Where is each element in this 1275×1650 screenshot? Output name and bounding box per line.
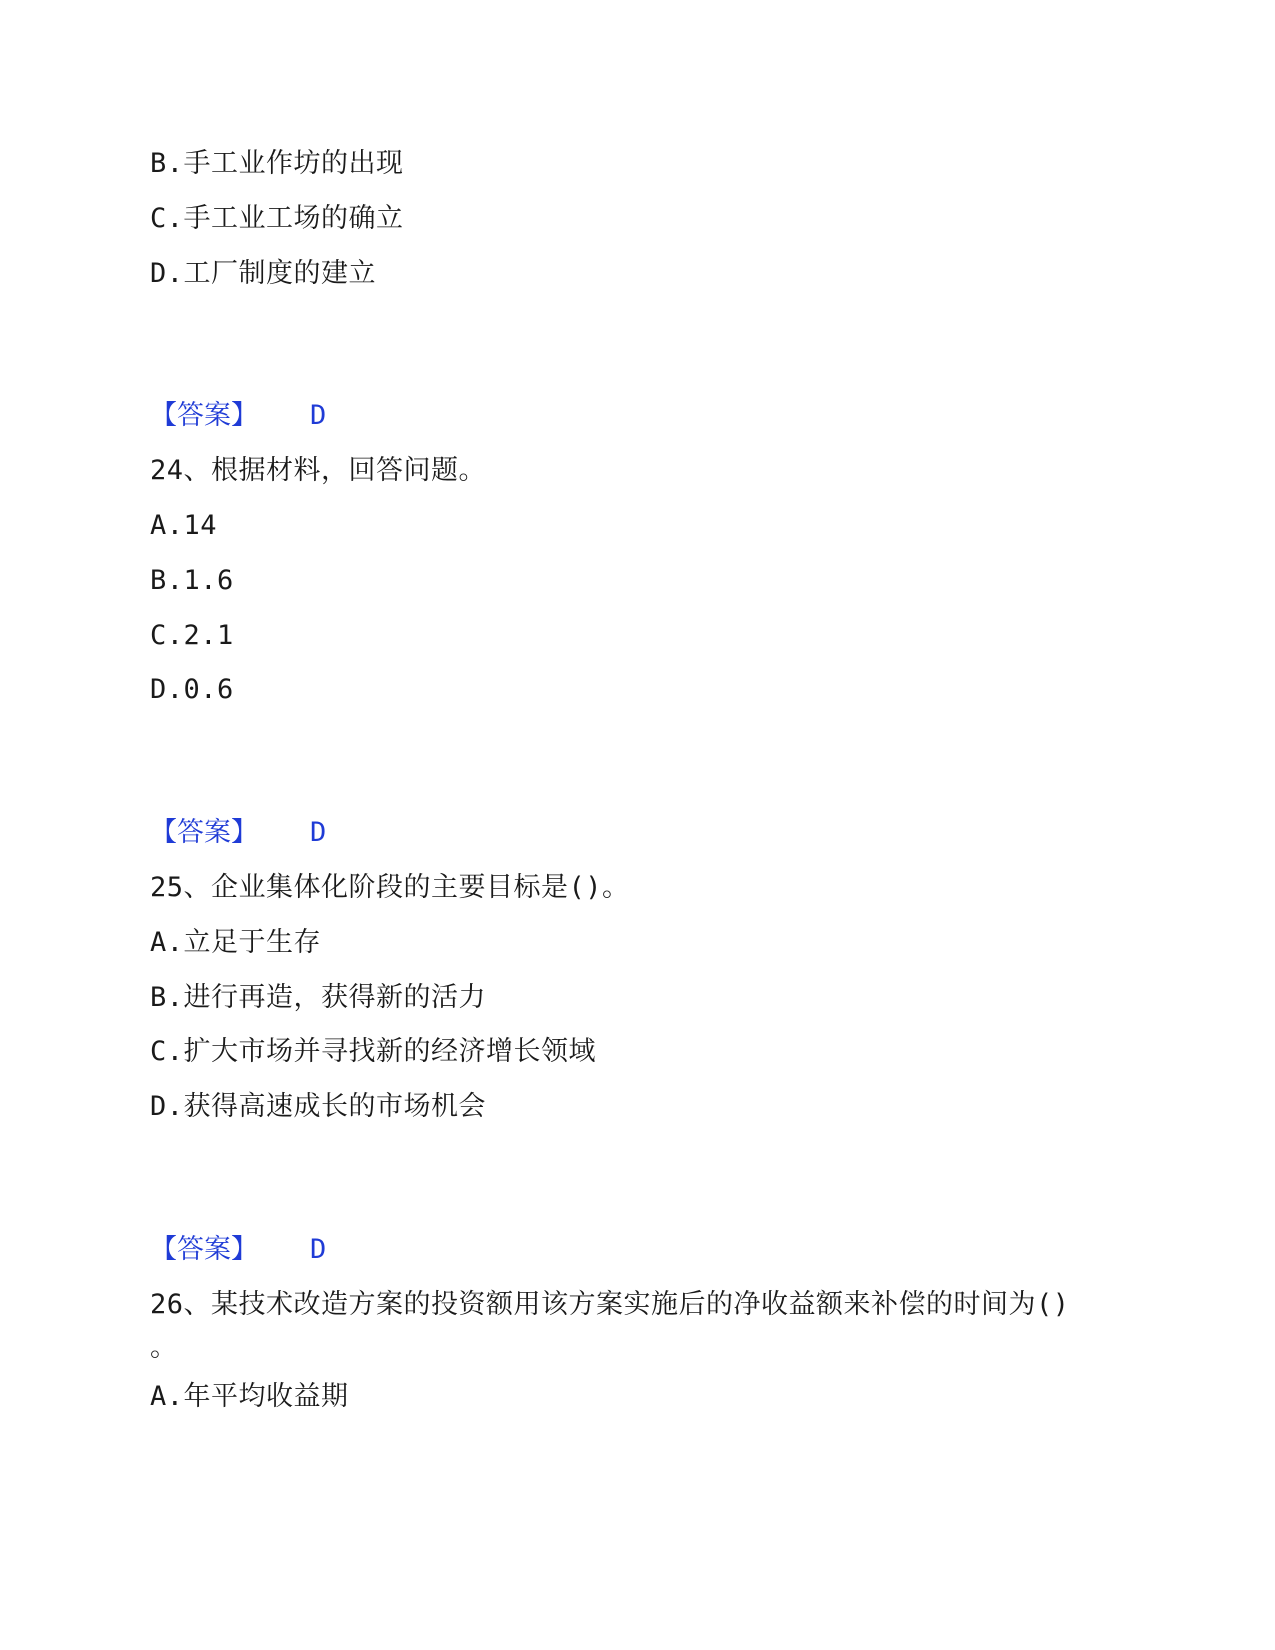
q23-answer [150,399,326,433]
q24-answer [150,816,326,850]
q24-option-c: C.2.1 [150,620,234,651]
q25-option-d: D.获得高速成长的市场机会 [150,1091,487,1122]
q25-option-b: B.进行再造，获得新的活力 [150,982,487,1013]
q23-answer-value: D [310,400,327,431]
q24-answer-value: D [310,817,327,848]
q24-answer-label: 【答案】 [150,817,258,848]
q23-option-d: D.工厂制度的建立 [150,258,377,289]
q23-answer-label: 【答案】 [150,400,258,431]
q24-option-a: A.14 [150,510,218,541]
q25-answer-value: D [310,1234,327,1265]
q23-option-c: C.手工业工场的确立 [150,203,404,234]
q24-option-b: B.1.6 [150,565,234,596]
q25-option-a: A.立足于生存 [150,927,322,958]
q26-question-line1: 26、某技术改造方案的投资额用该方案实施后的净收益额来补偿的时间为() [150,1289,1070,1320]
q25-question: 25、企业集体化阶段的主要目标是()。 [150,872,630,903]
q26-option-a: A.年平均收益期 [150,1381,349,1412]
q26-question-line2: 。 [150,1332,178,1363]
q24-question: 24、根据材料，回答问题。 [150,455,487,486]
q25-option-c: C.扩大市场并寻找新的经济增长领域 [150,1036,597,1067]
q25-answer-label: 【答案】 [150,1234,258,1265]
q23-option-b: B.手工业作坊的出现 [150,148,404,179]
q24-option-d: D.0.6 [150,674,234,705]
q25-answer [150,1233,326,1267]
